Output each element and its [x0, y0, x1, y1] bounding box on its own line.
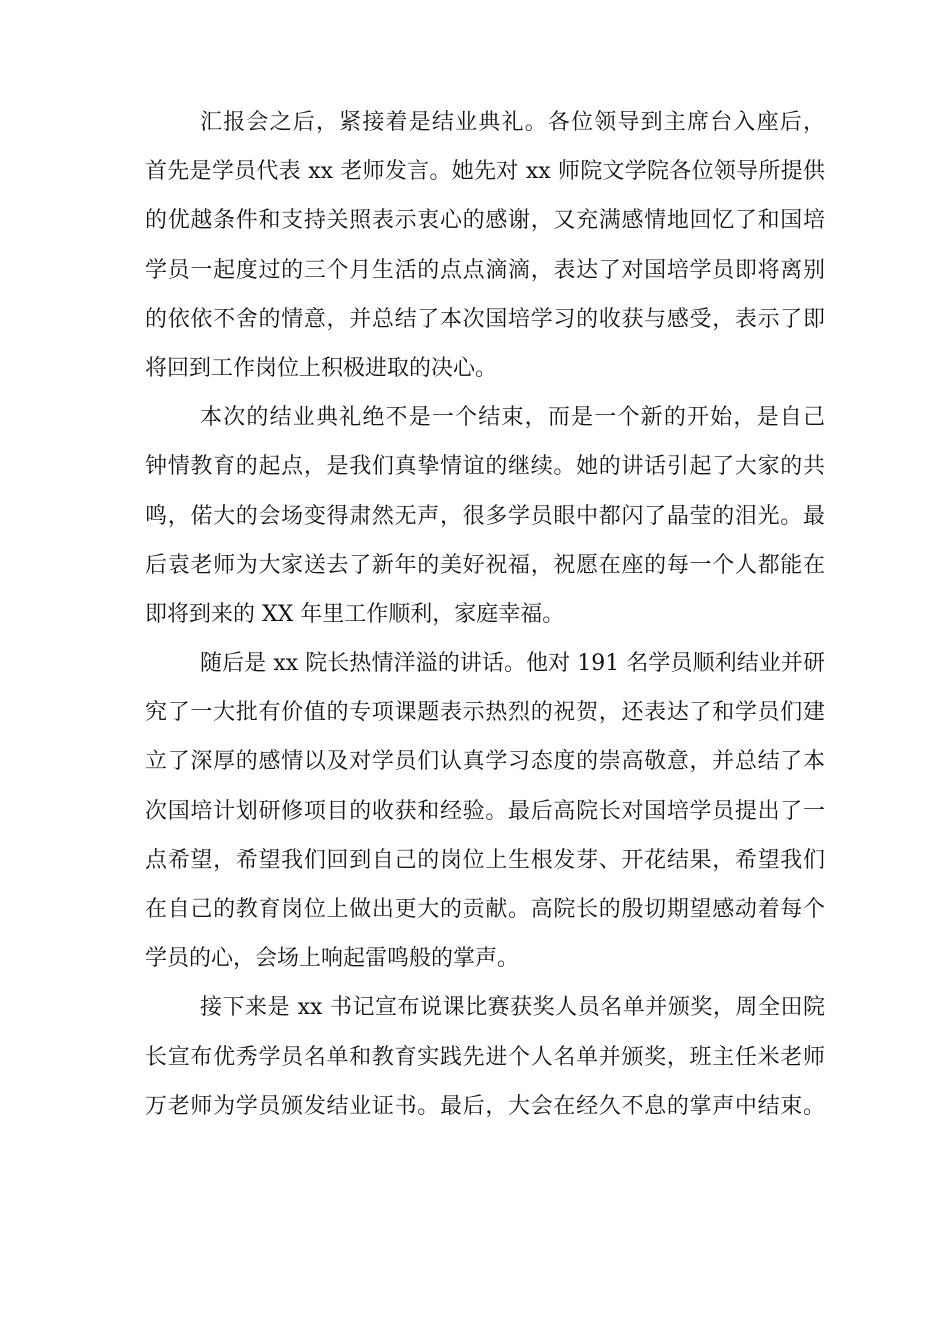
paragraph-2-line-1: 本次的结业典礼绝不是一个结束，而是一个新的开始，是自己: [200, 405, 825, 431]
paragraph-3-line-1: 随后是 xx 院长热情洋溢的讲话。他对 191 名学员顺利结业并研: [200, 651, 825, 677]
paragraph-3-line-4: 次国培计划研修项目的收获和经验。最后高院长对国培学员提出了一: [145, 798, 825, 824]
paragraph-2-line-4: 后袁老师为大家送去了新年的美好祝福，祝愿在座的每一个人都能在: [145, 552, 825, 578]
paragraph-1-line-2: 首先是学员代表 xx 老师发言。她先对 xx 师院文学院各位领导所提供: [145, 159, 825, 185]
paragraph-1-line-3: 的优越条件和支持关照表示衷心的感谢，又充满感情地回忆了和国培: [145, 208, 825, 234]
paragraph-3-line-6: 在自己的教育岗位上做出更大的贡献。高院长的殷切期望感动着每个: [145, 897, 825, 922]
paragraph-2-line-5: 即将到来的 XX 年里工作顺利，家庭幸福。: [145, 601, 565, 627]
paragraph-4-line-2: 长宣布优秀学员名单和教育实践先进个人名单并颁奖，班主任米老师: [145, 1044, 825, 1070]
paragraph-1-line-5: 的依依不舍的情意，并总结了本次国培学习的收获与感受，表示了即: [145, 306, 825, 332]
paragraph-4-line-3: 万老师为学员颁发结业证书。最后，大会在经久不息的掌声中结束。: [145, 1093, 825, 1119]
paragraph-1-line-1: 汇报会之后，紧接着是结业典礼。各位领导到主席台入座后，: [200, 110, 825, 135]
paragraph-3-line-7: 学员的心，会场上响起雷鸣般的掌声。: [145, 946, 520, 972]
paragraph-1-line-4: 学员一起度过的三个月生活的点点滴滴，表达了对国培学员即将离别: [145, 257, 825, 283]
paragraph-3-line-5: 点希望，希望我们回到自己的岗位上生根发芽、开花结果，希望我们: [145, 847, 825, 873]
paragraph-1-line-6: 将回到工作岗位上积极进取的决心。: [145, 355, 498, 381]
document-body: [145, 98, 825, 1131]
paragraph-4-line-1: 接下来是 xx 书记宣布说课比赛获奖人员名单并颁奖，周全田院: [200, 995, 825, 1021]
paragraph-2-line-3: 鸣，偌大的会场变得肃然无声，很多学员眼中都闪了晶莹的泪光。最: [145, 503, 825, 529]
paragraph-2-line-2: 钟情教育的起点，是我们真挚情谊的继续。她的讲话引起了大家的共: [145, 454, 825, 480]
paragraph-3-line-2: 究了一大批有价值的专项课题表示热烈的祝贺，还表达了和学员们建: [145, 700, 825, 726]
paragraph-3-line-3: 立了深厚的感情以及对学员们认真学习态度的崇高敬意，并总结了本: [145, 749, 825, 775]
